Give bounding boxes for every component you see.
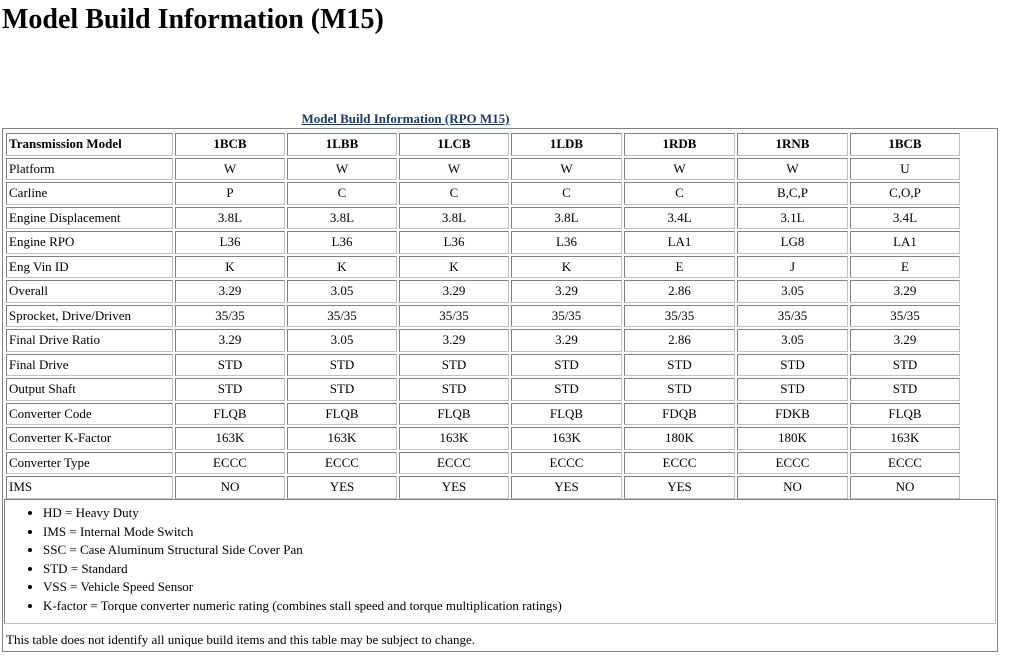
value-cell: E bbox=[624, 256, 735, 279]
value-cell: W bbox=[287, 158, 397, 181]
value-cell: P bbox=[175, 182, 285, 205]
table-row bbox=[6, 476, 960, 499]
row-label-cell: Overall bbox=[6, 280, 173, 303]
value-cell: FLQB bbox=[175, 403, 285, 426]
row-label-cell: Output Shaft bbox=[6, 378, 173, 401]
value-cell: C bbox=[624, 182, 735, 205]
value-cell: W bbox=[624, 158, 735, 181]
value-cell: 35/35 bbox=[624, 305, 735, 328]
value-cell: LA1 bbox=[624, 231, 735, 254]
value-cell: 3.4L bbox=[624, 207, 735, 230]
value-cell: STD bbox=[287, 354, 397, 377]
value-cell: NO bbox=[737, 476, 848, 499]
value-cell: 163K bbox=[175, 427, 285, 450]
value-cell: 3.1L bbox=[737, 207, 848, 230]
value-cell: K bbox=[175, 256, 285, 279]
value-cell: K bbox=[399, 256, 509, 279]
row-label-cell: Sprocket, Drive/Driven bbox=[6, 305, 173, 328]
note-item: • SSC = Case Aluminum Structural Side Cover Pan bbox=[43, 541, 562, 560]
table-row bbox=[6, 231, 960, 254]
column-header-model: 1RDB bbox=[624, 133, 735, 156]
table-row bbox=[6, 403, 960, 426]
note-item: • HD = Heavy Duty bbox=[43, 504, 562, 523]
build-info-table bbox=[4, 131, 962, 501]
value-cell: W bbox=[737, 158, 848, 181]
value-cell: 163K bbox=[399, 427, 509, 450]
value-cell: 3.29 bbox=[511, 280, 622, 303]
value-cell: 3.29 bbox=[399, 329, 509, 352]
value-cell: 3.29 bbox=[850, 280, 960, 303]
row-label-cell: Eng Vin ID bbox=[6, 256, 173, 279]
column-header-model: 1LCB bbox=[399, 133, 509, 156]
value-cell: 3.29 bbox=[511, 329, 622, 352]
value-cell: ECCC bbox=[287, 452, 397, 475]
table-row bbox=[6, 354, 960, 377]
value-cell: 35/35 bbox=[850, 305, 960, 328]
table-row bbox=[6, 427, 960, 450]
value-cell: STD bbox=[287, 378, 397, 401]
value-cell: 2.86 bbox=[624, 280, 735, 303]
value-cell: 3.05 bbox=[737, 329, 848, 352]
table-header-row bbox=[6, 133, 960, 156]
value-cell: J bbox=[737, 256, 848, 279]
value-cell: E bbox=[850, 256, 960, 279]
value-cell: STD bbox=[511, 378, 622, 401]
value-cell: 3.29 bbox=[399, 280, 509, 303]
value-cell: LG8 bbox=[737, 231, 848, 254]
value-cell: 3.29 bbox=[175, 280, 285, 303]
value-cell: U bbox=[850, 158, 960, 181]
value-cell: L36 bbox=[287, 231, 397, 254]
value-cell: FLQB bbox=[287, 403, 397, 426]
value-cell: NO bbox=[175, 476, 285, 499]
value-cell: STD bbox=[399, 354, 509, 377]
value-cell: STD bbox=[511, 354, 622, 377]
table-row bbox=[6, 182, 960, 205]
value-cell: C bbox=[287, 182, 397, 205]
value-cell: YES bbox=[511, 476, 622, 499]
table-row bbox=[6, 280, 960, 303]
value-cell: W bbox=[399, 158, 509, 181]
row-label-cell: Engine Displacement bbox=[6, 207, 173, 230]
value-cell: C bbox=[511, 182, 622, 205]
value-cell: 35/35 bbox=[287, 305, 397, 328]
value-cell: LA1 bbox=[850, 231, 960, 254]
table-caption-link[interactable]: Model Build Information (RPO M15) bbox=[301, 111, 510, 126]
value-cell: STD bbox=[737, 378, 848, 401]
value-cell: ECCC bbox=[737, 452, 848, 475]
value-cell: C bbox=[399, 182, 509, 205]
value-cell: 3.05 bbox=[737, 280, 848, 303]
row-label-cell: Converter Type bbox=[6, 452, 173, 475]
value-cell: 35/35 bbox=[737, 305, 848, 328]
value-cell: L36 bbox=[175, 231, 285, 254]
value-cell: L36 bbox=[399, 231, 509, 254]
note-item: • K-factor = Torque converter numeric rating (combines stall speed and torque multiplication ratings) bbox=[43, 597, 562, 616]
table-row bbox=[6, 158, 960, 181]
value-cell: FDKB bbox=[737, 403, 848, 426]
value-cell: STD bbox=[850, 378, 960, 401]
value-cell: FLQB bbox=[399, 403, 509, 426]
row-label-cell: Converter K-Factor bbox=[6, 427, 173, 450]
page-title: Model Build Information (M15) bbox=[2, 4, 384, 35]
value-cell: STD bbox=[624, 378, 735, 401]
row-label-cell: IMS bbox=[6, 476, 173, 499]
value-cell: B,C,P bbox=[737, 182, 848, 205]
value-cell: 163K bbox=[287, 427, 397, 450]
value-cell: 3.8L bbox=[175, 207, 285, 230]
value-cell: 35/35 bbox=[511, 305, 622, 328]
value-cell: 163K bbox=[850, 427, 960, 450]
value-cell: 3.4L bbox=[850, 207, 960, 230]
value-cell: 3.8L bbox=[399, 207, 509, 230]
column-header-model: 1BCB bbox=[850, 133, 960, 156]
column-header-model: 1BCB bbox=[175, 133, 285, 156]
value-cell: FLQB bbox=[850, 403, 960, 426]
table-row bbox=[6, 452, 960, 475]
row-label-cell: Carline bbox=[6, 182, 173, 205]
row-label-cell: Platform bbox=[6, 158, 173, 181]
abbreviation-notes bbox=[4, 499, 996, 624]
value-cell: C,O,P bbox=[850, 182, 960, 205]
note-item: • STD = Standard bbox=[43, 560, 562, 579]
value-cell: ECCC bbox=[399, 452, 509, 475]
value-cell: NO bbox=[850, 476, 960, 499]
value-cell: ECCC bbox=[850, 452, 960, 475]
table-row bbox=[6, 256, 960, 279]
value-cell: 2.86 bbox=[624, 329, 735, 352]
column-header-model: 1LBB bbox=[287, 133, 397, 156]
value-cell: 3.05 bbox=[287, 329, 397, 352]
value-cell: K bbox=[287, 256, 397, 279]
value-cell: YES bbox=[287, 476, 397, 499]
column-header-model: 1RNB bbox=[737, 133, 848, 156]
row-label-cell: Final Drive Ratio bbox=[6, 329, 173, 352]
value-cell: K bbox=[511, 256, 622, 279]
row-label-cell: Engine RPO bbox=[6, 231, 173, 254]
value-cell: 3.29 bbox=[175, 329, 285, 352]
value-cell: 180K bbox=[624, 427, 735, 450]
note-item: • IMS = Internal Mode Switch bbox=[43, 523, 562, 542]
value-cell: STD bbox=[399, 378, 509, 401]
value-cell: FDQB bbox=[624, 403, 735, 426]
value-cell: 3.8L bbox=[511, 207, 622, 230]
column-header-label: Transmission Model bbox=[6, 133, 173, 156]
value-cell: STD bbox=[850, 354, 960, 377]
value-cell: 3.8L bbox=[287, 207, 397, 230]
value-cell: ECCC bbox=[511, 452, 622, 475]
row-label-cell: Final Drive bbox=[6, 354, 173, 377]
value-cell: FLQB bbox=[511, 403, 622, 426]
build-info-table-container bbox=[2, 128, 998, 652]
value-cell: 3.05 bbox=[287, 280, 397, 303]
value-cell: ECCC bbox=[175, 452, 285, 475]
value-cell: STD bbox=[175, 354, 285, 377]
table-row bbox=[6, 378, 960, 401]
value-cell: 3.29 bbox=[850, 329, 960, 352]
table-row bbox=[6, 207, 960, 230]
column-header-model: 1LDB bbox=[511, 133, 622, 156]
value-cell: 163K bbox=[511, 427, 622, 450]
row-label-cell: Converter Code bbox=[6, 403, 173, 426]
value-cell: YES bbox=[399, 476, 509, 499]
value-cell: STD bbox=[624, 354, 735, 377]
value-cell: YES bbox=[624, 476, 735, 499]
value-cell: 35/35 bbox=[175, 305, 285, 328]
value-cell: W bbox=[511, 158, 622, 181]
value-cell: L36 bbox=[511, 231, 622, 254]
value-cell: ECCC bbox=[624, 452, 735, 475]
value-cell: W bbox=[175, 158, 285, 181]
value-cell: 180K bbox=[737, 427, 848, 450]
value-cell: STD bbox=[737, 354, 848, 377]
table-row bbox=[6, 305, 960, 328]
value-cell: STD bbox=[175, 378, 285, 401]
disclaimer-text: This table does not identify all unique build items and this table may be subject to change. bbox=[6, 632, 475, 647]
note-item: • VSS = Vehicle Speed Sensor bbox=[43, 578, 562, 597]
value-cell: 35/35 bbox=[399, 305, 509, 328]
table-row bbox=[6, 329, 960, 352]
notes-list bbox=[5, 504, 562, 615]
